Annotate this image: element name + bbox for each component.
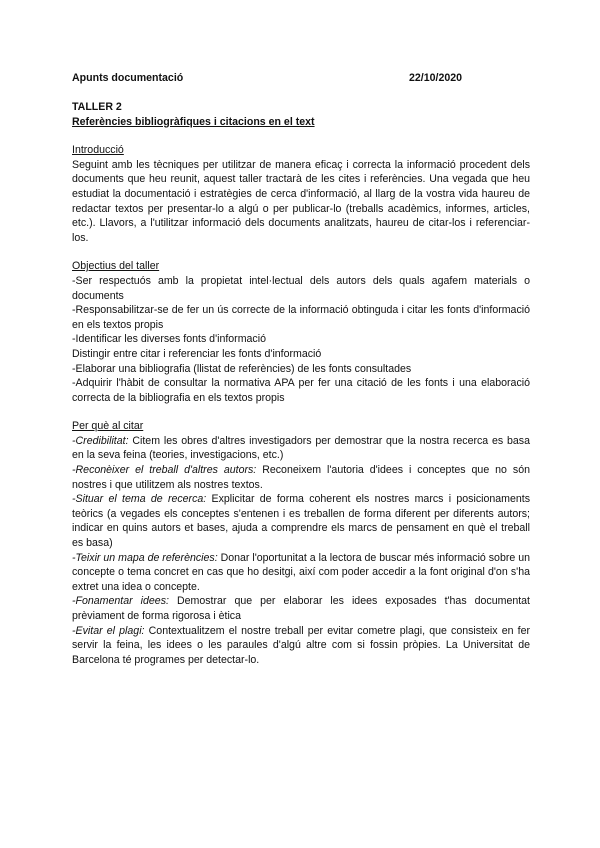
why-cite-term: -Situar el tema de recerca: (72, 493, 207, 506)
intro-section (72, 143, 530, 245)
why-cite-term: -Fonamentar idees: (72, 595, 169, 608)
why-cite-heading: Per què al citar (72, 420, 144, 433)
why-cite-text: Reconeixem l'autoria d'idees i conceptes que no són nostres i que utilitzem als nostres textos. (72, 464, 530, 491)
document-date: 22/10/2020 (409, 72, 463, 84)
objective-item: -Adquirir l'hàbit de consultar la normativa APA per fer una citació de les fonts i una elaboració correcta de la bibliografia en els textos propis (72, 377, 530, 404)
objective-item: -Responsabilitzar-se de fer un ús correcte de la informació obtinguda i citar les fonts d'informació en els textos propis (72, 304, 530, 331)
why-cite-text: Demostrar que per elaborar les idees exposades t'has documentat prèviament de forma rigorosa i ètica (72, 595, 531, 622)
why-cite-term: -Evitar el plagi: (72, 624, 145, 637)
objectives-heading: Objectius del taller (72, 260, 160, 273)
workshop-heading-block (72, 100, 530, 129)
document-header (72, 71, 530, 86)
why-cite-item (72, 463, 530, 492)
intro-paragraph: Seguint amb les tècniques per utilitzar de manera eficaç i correcta la informació procedent dels documents que heu reunit, aquest taller tractarà de les cites i referències. Una vegada que heu estudiat la documentació i estratègies de cerca d'informació, al llarg de la vostra vida haureu de redactar textos per presentar-lo a algú o per publicar-lo (treballs acadèmics, informes, articles, etc.). Llavors, a l'utilitzar informació dels documents analitzats, haureu de citar-los i referenciar-los. (72, 158, 530, 244)
why-cite-text: Citem les obres d'altres investigadors per demostrar que la nostra recerca es basa en la seva feina (teories, investigacions, etc.) (72, 434, 530, 462)
why-cite-item (72, 551, 530, 595)
workshop-label: TALLER 2 (72, 101, 122, 113)
why-cite-term: -Teixir un mapa de referències: (72, 551, 218, 564)
objectives-section (72, 259, 530, 405)
workshop-subtitle: Referències bibliogràfiques i citacions en el text (72, 115, 315, 128)
objective-item: -Elaborar una bibliografia (llistat de referències) de les fonts consultades (72, 362, 412, 375)
document-page (72, 71, 530, 667)
why-cite-term: -Reconèixer el treball d'altres autors: (72, 464, 257, 477)
document-title: Apunts documentació (72, 72, 184, 84)
why-cite-item (72, 624, 530, 668)
objective-item: -Identificar les diverses fonts d'informació (72, 333, 266, 346)
why-cite-item (72, 434, 530, 463)
objective-item: Distingir entre citar i referenciar les fonts d'informació (72, 347, 322, 360)
objective-item: -Ser respectuós amb la propietat intel·lectual dels autors dels quals agafem materials o documents (72, 274, 530, 302)
why-cite-text: Donar l'oportunitat a la lectora de buscar més informació sobre un concepte o tema concret en cas que ho desitgi, així com poder accedir a la font original d'on s'ha extret una idea o concepte. (72, 551, 530, 593)
why-cite-term: -Credibilitat: (72, 434, 129, 447)
why-cite-item (72, 492, 530, 550)
why-cite-item (72, 594, 530, 623)
why-cite-section (72, 419, 530, 667)
why-cite-text: Explicitar de forma coherent els nostres marcs i posicionaments teòrics (a vegades els conceptes s'entenen i es treballen de forma diferent per diferents autors; indicar en quins autors et bases, ajuda a comprendre els marcs de pensament en què el treball es basa) (72, 493, 530, 550)
intro-heading: Introducció (72, 144, 124, 157)
why-cite-text: Contextualitzem el nostre treball per evitar cometre plagi, que consisteix en fer servir la feina, les idees o les paraules d'algú altre com si fossin pròpies. La Universitat de Barcelona té programes per detectar-lo. (72, 624, 530, 666)
